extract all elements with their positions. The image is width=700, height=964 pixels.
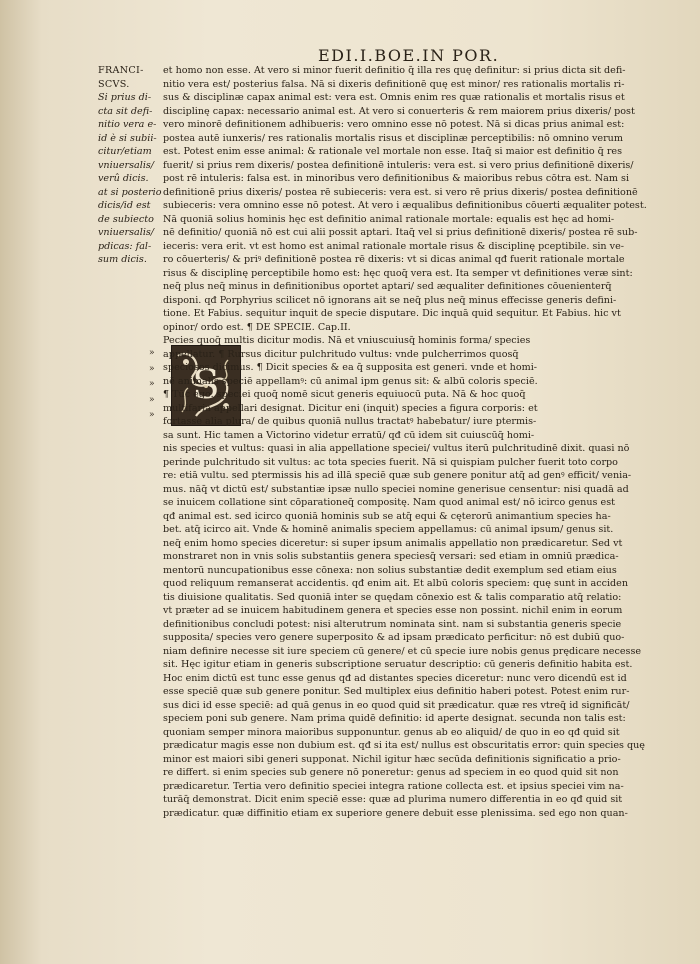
- main-text: [163, 64, 655, 820]
- text-line: neq̄ enim homo species diceretur: si super ipsum animalis appellatio non prædicaretur. Sed vt: [163, 537, 623, 549]
- text-line: ro cōuerteris/ & priꝰ definitionē postea rē dixeris: vt si dicas animal qđ fuerit rationale mortale: [163, 254, 625, 265]
- text-line: sus & disciplinæ capax animal est: vera est. Omnis enim res quæ rationalis et mortalis risus et: [163, 92, 625, 103]
- marginal-line: verû dicis.: [98, 173, 149, 184]
- text-line: appellatur. ¶ Rursus dicitur pulchritudo vultus: vnde pulcherrimos quosq̄: [163, 348, 519, 360]
- text-line: speciosos dicimus. ¶ Dicit species & ea q̄ supposita est generi. vnde et homi-: [163, 362, 538, 373]
- pointer-mark: »: [149, 394, 155, 405]
- text-line: vero minorē definitionem adhibueris: vero omnino esse nō potest. Nā si dicas prius animal est:: [163, 119, 625, 130]
- text-line: monstraret non in vnis solis substantiis genera speciesq̄ versari: sed etiam in omniū prædica-: [163, 551, 619, 562]
- text-line: et homo non esse. At vero si minor fuerit definitio q̄ illa res quę definitur: si prius dicta sit defi-: [163, 65, 626, 76]
- text-line: speciem poni sub genere. Nam prima quidē definitio: id aperte designat. secunda non talis est:: [163, 713, 626, 724]
- text-line: disponi. qđ Porphyrius scilicet nō ignorans ait se neq̄ plus neq̄ minus effecisse generis defini-: [163, 294, 617, 306]
- text-line: mentorū nuncupationibus esse cōnexa: non solius substantiæ dedit exemplum sed etiam eius: [163, 564, 617, 576]
- text-line: prædicaretur. Tertia vero definitio speciei integra ratione collecta est. et ipsius speciei vim na-: [163, 780, 624, 792]
- text-line: disciplinę capax: necessario animal est. At vero si conuerteris & rem maiorem prius dixeris/ post: [163, 105, 635, 117]
- text-line: re differt. si enim species sub genere nō poneretur: genus ad speciem in eo quod quid sit non: [163, 767, 619, 778]
- marginal-line: citur/etiam: [98, 146, 152, 157]
- text-line: ieceris: vera erit. vt est homo est animal rationale mortale risus & disciplinę pceptibile. sin ve-: [163, 240, 624, 252]
- text-line: re: etiā vultu. sed ptermissis his ad illā speciē quæ sub genere ponitur atq̄ ad genꝰ efficit/ venia-: [163, 470, 632, 481]
- running-header: EDI.I.BOE.IN POR.: [318, 46, 500, 65]
- text-line: qđ animal est. sed icirco quoniā hominis sub se atq̄ equi & cęterorū animantium species ha-: [163, 510, 611, 522]
- section-heading-line: opinor/ ordo est. ¶ DE SPECIE. Cap.II.: [163, 321, 351, 333]
- text-line: ¶ Tūc ego. speciei quoq̄ nomē sicut generis equiuocū puta. Nā & hoc quoq̄: [163, 389, 526, 400]
- text-line: minor est maiori sibi generi supponat. Nichil igitur hæc secūda definitionis significatio a prio-: [163, 753, 621, 765]
- text-line: quoniam semper minora maioribus supponuntur. genus ab eo aliquid/ de quo in eo qđ quid sit: [163, 726, 620, 738]
- text-line: se inuicem collatione sint cōparationeq̄ compositę. Nam quod animal est/ nō icirco genus est: [163, 497, 615, 508]
- text-line: est. Potest enim esse animal: & rationale vel mortale non esse. Itaq̄ si maior est definitio q̄ res: [163, 146, 623, 157]
- text-line: multifaria appellari designat. Dicitur eni (inquit) species a figura corporis: et: [163, 402, 538, 414]
- text-line: perinde pulchritudo sit vultus: ac tota species fuerit. Nā si quispiam pulcher fuerit toto corpo: [163, 456, 618, 468]
- marginal-line: de subiecto: [98, 213, 154, 225]
- marginal-label-1: FRANCI-: [98, 65, 144, 76]
- text-line: Nā quoniā solius hominis hęc est definitio animal rationale mortale: equalis est hęc ad homi-: [163, 213, 615, 225]
- text-line: sit. Hęc igitur etiam in generis subscriptione seruatur descriptio: cū generis definitio habita est.: [163, 659, 633, 670]
- text-line: turāq̄ demonstrat. Dicit enim speciē esse: quæ ad plurima numero differentia in eo qđ quid sit: [163, 794, 623, 805]
- text-line: risus & disciplinę perceptibile homo est: hęc quoq̄ vera est. Ita semper vt definitiones veræ sint:: [163, 267, 633, 279]
- marginal-line: at si posterio: [98, 186, 162, 198]
- marginal-line: vniuersalis/: [98, 227, 155, 238]
- text-line: mus. nāq̄ vt dictū est/ substantiæ ipsæ nullo speciei nomine generisue censentur: nisi quadā ad: [163, 483, 629, 495]
- marginal-line: Si prius di-: [98, 92, 152, 103]
- marginal-note: [98, 64, 160, 267]
- text-line: prædicatur. quæ diffinitio etiam ex superiore genere debuit esse plenissima. sed ego non quan-: [163, 807, 628, 819]
- text-line: esse speciē quæ sub genere ponitur. Sed multiplex eius definitio haberi potest. Potest enim rur-: [163, 686, 630, 697]
- pointer-mark: »: [149, 410, 155, 420]
- text-line: postea autē iunxeris/ res rationalis mortalis risus et disciplinæ perceptibilis: nō omnino verum: [163, 132, 623, 144]
- text-line: tis diuisione qualitatis. Sed quoniā inter se quędam cōnexio est & talis comparatio atq̄ relatio:: [163, 591, 622, 603]
- text-line: sa sunt. Hic tamen a Victorino videtur erratū/ qđ cū idem sit cuiuscūq̄ homi-: [163, 429, 535, 441]
- marginal-line: nitio vera e-: [98, 119, 157, 130]
- margin-pointer-marks: [149, 346, 155, 424]
- marginal-line: cta sit defi-: [98, 105, 153, 117]
- text-line: fuerit/ si prius rem dixeris/ postea definitionē intuleris: vera est. si vero prius definitionē dixeris/: [163, 159, 634, 171]
- text-line: definitionē prius dixeris/ postea rē subieceris: vera est. si vero rē prius dixeris/ postea definitionē: [163, 186, 638, 198]
- marginal-line: pdicas: fal-: [98, 240, 152, 252]
- marginal-line: sum dicis.: [98, 254, 147, 265]
- initial-letter: S: [192, 362, 220, 408]
- text-line: niam definire necesse sit iure speciem cū genere/ et cū specie iure nobis genus prędicare necesse: [163, 645, 642, 657]
- text-line: nē definitio/ quoniā nō est cui alii possit aptari. Itaq̄ vel si prius definitionē dixeris/ postea rē sub-: [163, 227, 638, 238]
- text-line: nis species et vultus: quasi in alia appellatione speciei/ vultus iterū pulchritudinē dixit. quasi nō: [163, 443, 630, 454]
- text-line: vt præter ad se inuicem habitudinem genera et species esse non possint. nichil enim in eorum: [163, 605, 623, 616]
- text-line: nē animalis speciē appellamꝰ: cū animal ipm genus sit: & albū coloris speciē.: [163, 375, 538, 387]
- text-line: neq̄ plus neq̄ minus in definitionibus oportet aptari/ sed æqualiter definitiones cōuenienterq̄: [163, 281, 612, 292]
- text-line: quod reliquum remanserat accidentis. qđ enim ait. Et albū coloris speciem: quę sunt in acciden: [163, 578, 629, 589]
- pointer-mark: »: [149, 379, 155, 389]
- text-line: fortasse alia plura/ de quibus quoniā nullus tractatꝰ habebatur/ iure ptermis-: [163, 416, 537, 427]
- text-line: Pecies quoq̄ multis dicitur modis. Nā et vniuscuiusq̄ hominis forma/ species: [163, 335, 531, 346]
- text-line: tione. Et Fabius. sequitur inquit de specie disputare. Dic inquā quid sequitur. Et Fabius. hic vt: [163, 308, 621, 319]
- text-line: subieceris: vera omnino esse nō potest. At vero i æqualibus definitionibus cōuerti æqualiter potest.: [163, 200, 647, 211]
- text-line: supposita/ species vero genere superposito & ad ipsam prædicato perficitur: nō est dubiū quo-: [163, 632, 625, 643]
- marginal-line: vniuersalis/: [98, 159, 155, 171]
- text-line: post rē intuleris: falsa est. in minoribus vero definitionibus & maioribus rebus cōtra est. Nam si: [163, 173, 630, 184]
- marginal-line: id è si subii-: [98, 132, 157, 144]
- text-line: bet. atq̄ icirco ait. Vnde & hominē animalis speciem appellamus: cū animal ipsum/ genus sit.: [163, 524, 614, 535]
- text-line: definitionibus concludi potest: nisi alterutrum nominata sint. nam si substantia generis specie: [163, 618, 622, 630]
- marginal-line: dicis/id est: [98, 200, 151, 211]
- pointer-mark: »: [149, 348, 155, 358]
- text-line: sus dici id esse speciē: ad quā genus in eo quod quid sit prædicatur. quæ res vtreq̄ id significāt/: [163, 699, 630, 711]
- text-line: Hoc enim dictū est tunc esse genus qđ ad distantes species diceretur: nunc vero dicendū est id: [163, 672, 627, 684]
- pointer-mark: »: [149, 363, 155, 374]
- text-line: prædicatur magis esse non dubium est. qđ si ita est/ nullus est obscuritatis error: quin species quę: [163, 740, 645, 751]
- marginal-label-2: SCVS.: [98, 78, 130, 90]
- text-line: nitio vera est/ posterius falsa. Nā si dixeris definitionē quę est minor/ res rationalis mortalis ri-: [163, 78, 625, 90]
